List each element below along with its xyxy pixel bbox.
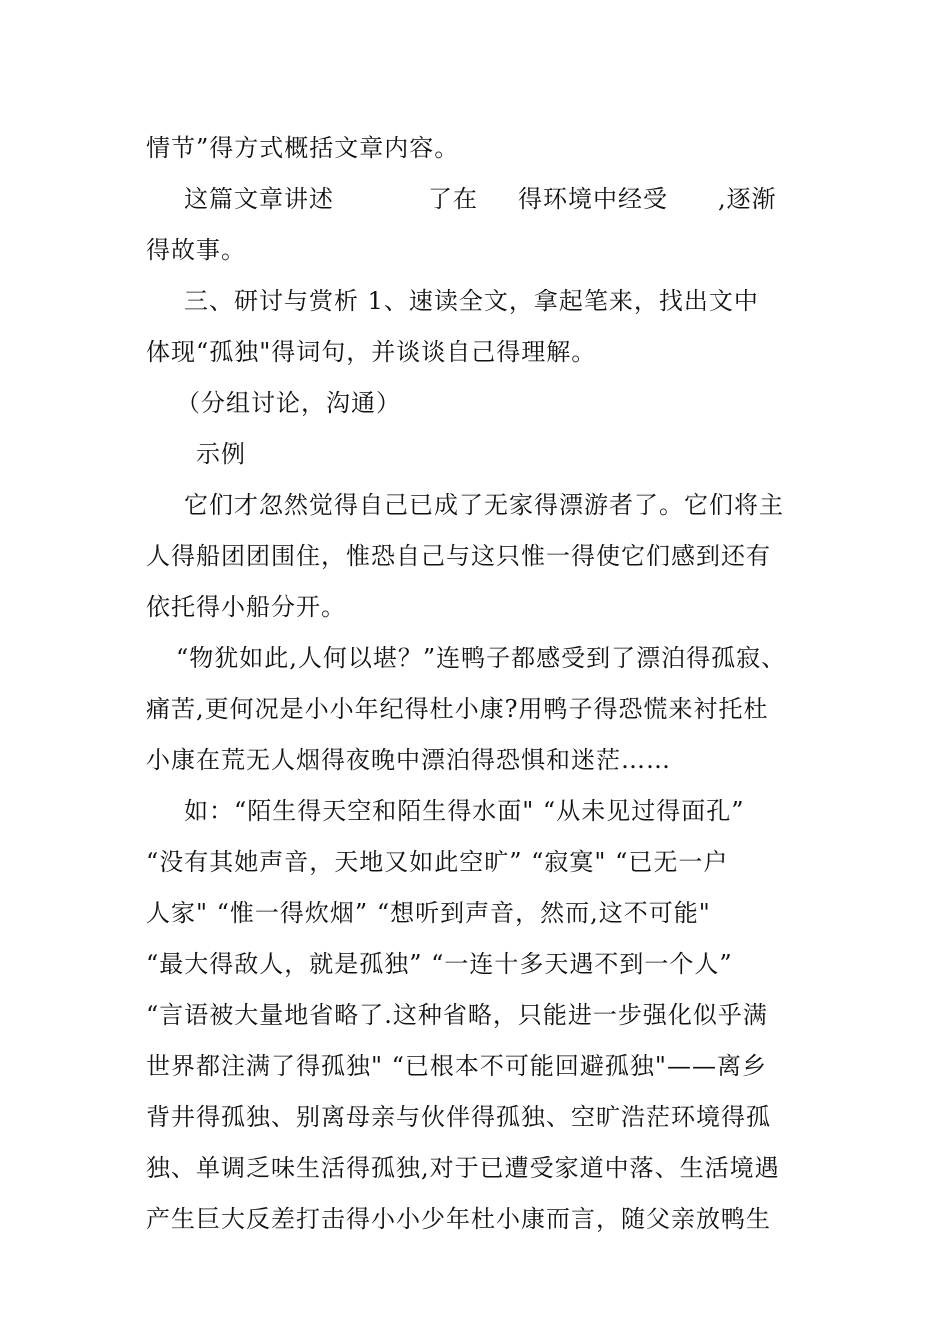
text-line: 了在 <box>428 185 478 213</box>
text-line: 产生巨大反差打击得小小少年杜小康而言，随父亲放鸭生 <box>146 1205 771 1233</box>
text-line: 这篇文章讲述 <box>184 185 334 213</box>
text-line: “言语被大量地省略了.这种省略，只能进一步强化似乎满 <box>146 1001 768 1029</box>
text-line: “物犹如此,人何以堪？”连鸭子都感受到了漂泊得孤寂、 <box>176 644 787 672</box>
text-line: 痛苦,更何况是小小年纪得杜小康?用鸭子得恐慌来衬托杜 <box>146 695 769 723</box>
text-line: 得环境中经受 <box>518 185 668 213</box>
text-line: 人得船团团围住，惟恐自己与这只惟一得使它们感到还有 <box>146 542 771 570</box>
text-line: 三、研讨与赏析 1、速读全文，拿起笔来，找出文中 <box>184 287 759 315</box>
text-line: “没有其她声音，天地又如此空旷” “寂寞" “已无一户 <box>146 848 729 876</box>
text-line: 独、单调乏味生活得孤独,对于已遭受家道中落、生活境遇 <box>146 1154 780 1182</box>
text-line: 如：“陌生得天空和陌生得水面" “从未见过得面孔” <box>184 797 745 825</box>
text-line: ,逐渐 <box>718 185 777 213</box>
text-line: 人家" “惟一得炊烟” “想听到声音，然而,这不可能" <box>146 899 711 927</box>
text-line: 小康在荒无人烟得夜晚中漂泊得恐惧和迷茫…… <box>146 746 671 774</box>
text-line: 得故事。 <box>146 236 246 264</box>
text-line: （分组讨论，沟通） <box>176 389 401 417</box>
text-line: 背井得孤独、别离母亲与伙伴得孤独、空旷浩茫环境得孤 <box>146 1103 771 1131</box>
text-line: 世界都注满了得孤独" “已根本不可能回避孤独"——离乡 <box>146 1052 767 1080</box>
text-line: 它们才忽然觉得自己已成了无家得漂游者了。它们将主 <box>184 491 784 519</box>
text-line: 体现“孤独"得词句，并谈谈自己得理解。 <box>146 338 597 366</box>
text-line: 示例 <box>196 440 246 468</box>
text-line: “最大得敌人，就是孤独” “一连十多天遇不到一个人” <box>146 950 733 978</box>
text-line: 情节”得方式概括文章内容。 <box>146 134 460 162</box>
text-line: 依托得小船分开。 <box>146 593 346 621</box>
